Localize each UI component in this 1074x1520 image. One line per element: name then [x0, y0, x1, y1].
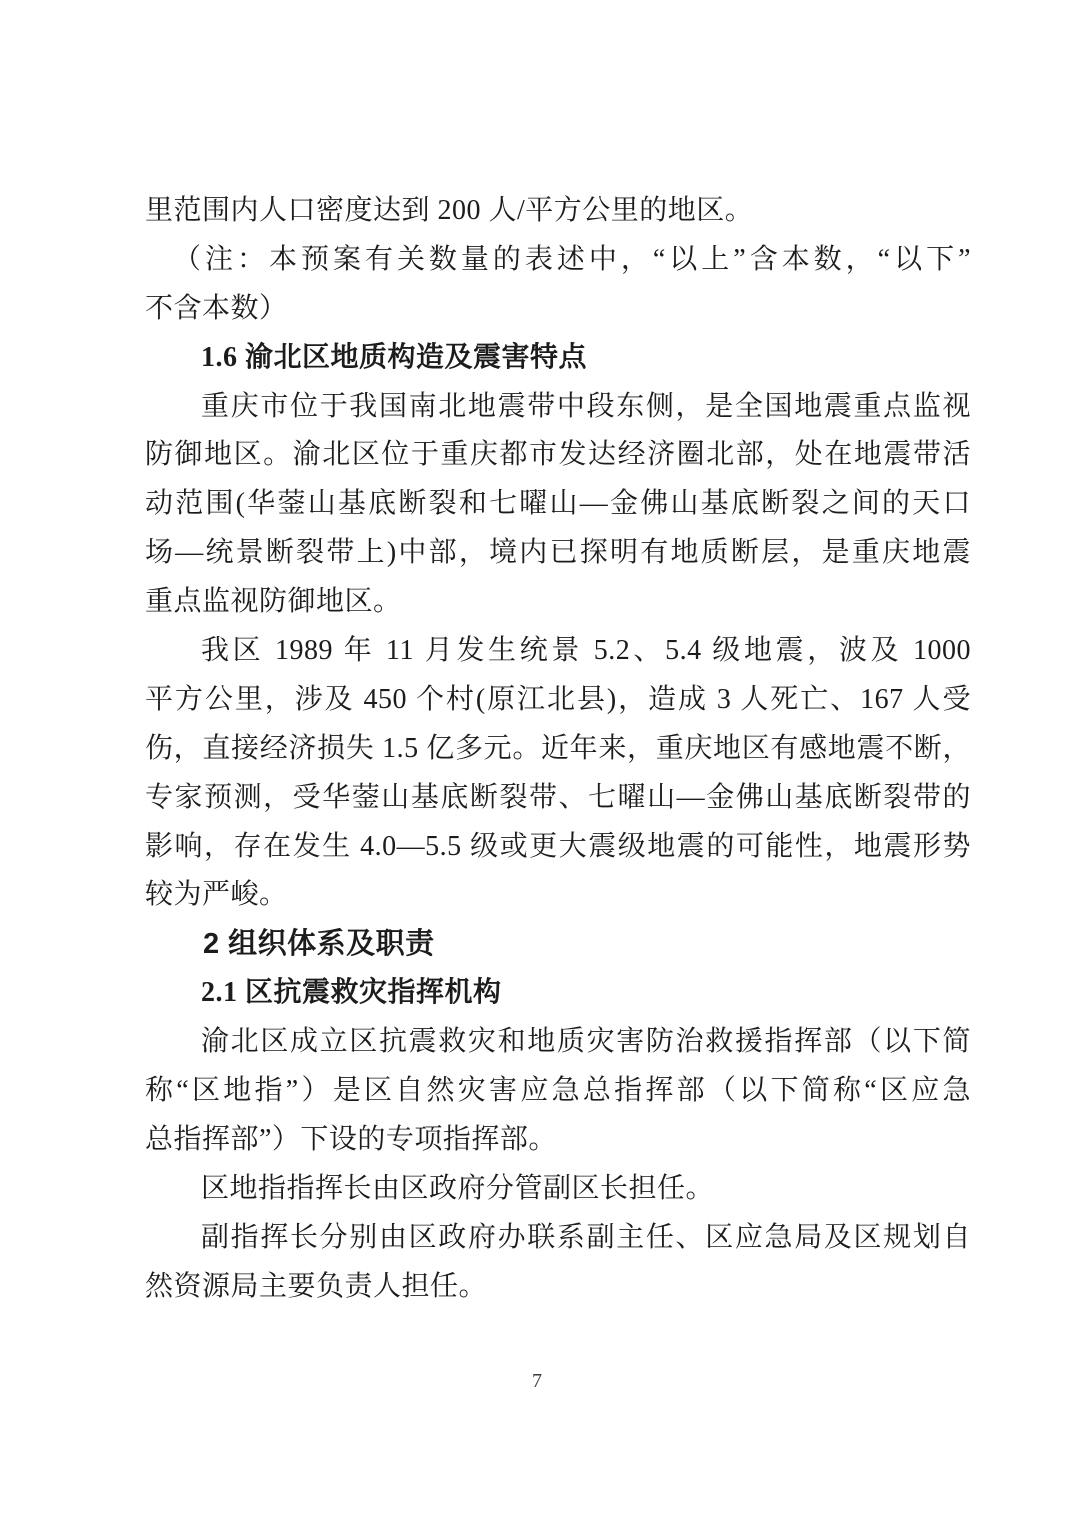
text-line: （注：本预案有关数量的表述中，“以上”含本数，“以下” [173, 243, 971, 275]
text-line: 我区 1989 年 11 月发生统景 5.2、5.4 级地震，波及 1000 [201, 635, 971, 667]
text-line: 里范围内人口密度达到 200 人/平方公里的地区。 [145, 195, 754, 226]
text-line: 然资源局主要负责人担任。 [145, 1270, 488, 1302]
text-line: 称“区地指”）是区自然灾害应急总指挥部（以下简称“区应急 [145, 1075, 971, 1107]
text-line: 较为严峻。 [145, 879, 288, 911]
text-line: 防御地区。渝北区位于重庆都市发达经济圈北部，处在地震带活 [145, 439, 971, 471]
text-line: 伤，直接经济损失 1.5 亿多元。近年来，重庆地区有感地震不断， [145, 732, 971, 764]
text-line: 影响，存在发生 4.0—5.5 级或更大震级地震的可能性，地震形势 [145, 830, 971, 862]
text-line: 总指挥部”）下设的专项指挥部。 [145, 1123, 557, 1155]
text-line: 副指挥长分别由区政府办联系副主任、区应急局及区规划自 [201, 1221, 971, 1253]
text-line: 区地指指挥长由区政府分管副区长担任。 [201, 1172, 715, 1204]
document-body [145, 187, 971, 1311]
text-line: 专家预测，受华蓥山基底断裂带、七曜山—金佛山基底断裂带的 [145, 781, 971, 813]
text-line: 渝北区成立区抗震救灾和地质灾害防治救援指挥部（以下简 [201, 1026, 971, 1058]
text-line: 不含本数） [145, 292, 288, 324]
text-line: 重点监视防御地区。 [145, 586, 402, 618]
text-line: 重庆市位于我国南北地震带中段东侧，是全国地震重点监视 [201, 390, 971, 422]
text-line: 动范围(华蓥山基底断裂和七曜山—金佛山基底断裂之间的天口 [145, 488, 971, 520]
page-number: 7 [532, 1370, 542, 1392]
subsection-heading: 1.6 渝北区地质构造及震害特点 [201, 341, 588, 373]
text-line: 平方公里，涉及 450 个村(原江北县)，造成 3 人死亡、167 人受 [145, 683, 971, 715]
subsection-heading: 2.1 区抗震救灾指挥机构 [201, 977, 502, 1009]
section-heading: 2 组织体系及职责 [203, 928, 435, 961]
text-line: 场—统景断裂带上)中部，境内已探明有地质断层，是重庆地震 [145, 537, 971, 569]
